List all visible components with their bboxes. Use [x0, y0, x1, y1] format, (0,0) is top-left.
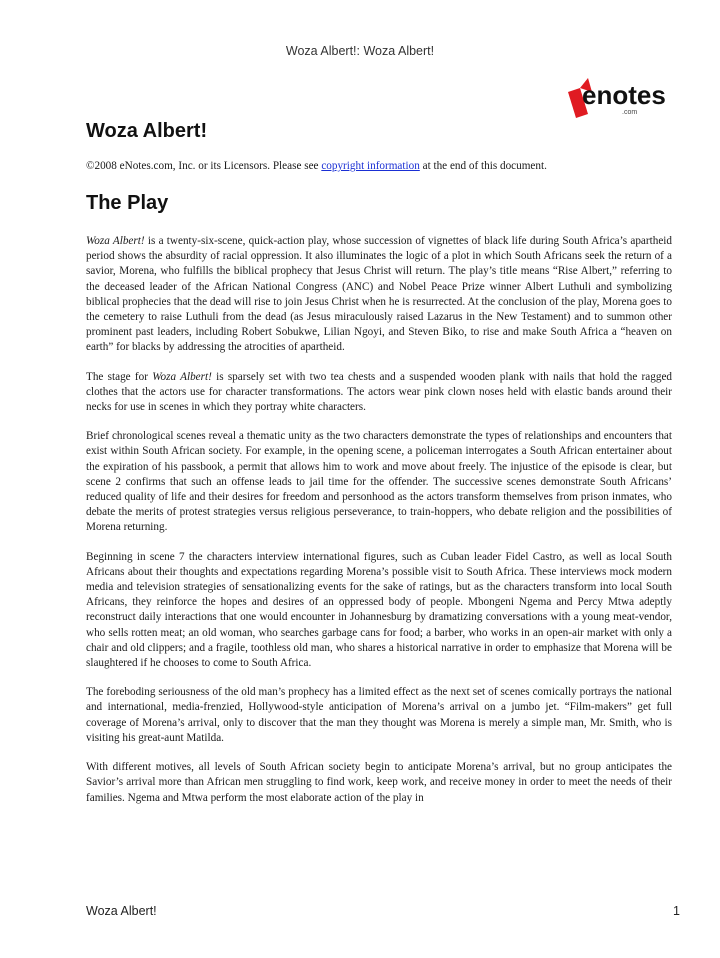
enotes-logo — [566, 74, 678, 124]
page-number: 1 — [673, 904, 680, 918]
paragraph-2: The stage for Woza Albert! is sparsely set with two tea chests and a suspended wooden plank with nails that hold the ragged clothes that the actors use for character transformations. The actors wear pink clown noses held with elastic bands around their necks for use in scenes in which they portray white characters. — [86, 370, 672, 414]
footer-title: Woza Albert! — [86, 904, 157, 918]
copyright-information-link[interactable]: copyright information — [321, 160, 420, 172]
logo-brand-text: enotes — [582, 80, 666, 110]
section-title: The Play — [86, 192, 169, 214]
paragraph-4: Beginning in scene 7 the characters interview international figures, such as Cuban leader Fidel Castro, as well as local South Africans about their thoughts and expectations regarding Morena’s possible visit to South Africa. These interviews mock modern media and television strategies of sensationalizing events for the sake of ratings, but as the characters transform into local South Africans, they reinforce the hopes and desires of an oppressed body of people. Mbongeni Ngema and Percy Mtwa adeptly reconstruct daily interactions that one would encounter in Johannesburg by dramatizing conversations with a young meat-vendor, who sells rotten meat; an old woman, who searches garbage cans for food; a barber, who works in an open-air market with only a chair and old clippers; and a fragile, toothless old man, who shares a historical narrative in order to emphasize that Morena will be slaughtered if he chooses to come to South Africa. — [86, 550, 672, 670]
copyright-text: ©2008 eNotes.com, Inc. or its Licensors. Please see — [86, 160, 322, 172]
running-footer — [86, 904, 680, 918]
logo-sub-text: .com — [622, 109, 638, 116]
play-title-italic: Woza Albert! — [86, 235, 145, 247]
copyright-text-end: at the end of this document. — [419, 160, 547, 172]
paragraph-1: Woza Albert! is a twenty-six-scene, quick-action play, whose succession of vignettes of black life during South Africa’s apartheid period shows the absurdity of racial oppression. It also illuminates the logic of a plot in which South Africans seek the return of a savior, Morena, who fulfills the biblical prophecy that Jesus Christ will return. The play’s title means “Rise Albert,” referring to the deceased leader of the African National Congress (ANC) and Nobel Peace Prize winner Albert Luthuli and symbolizing biblical prophecies that the dead will rise to join Jesus Christ when he is resurrected. At the conclusion of the play, Morena goes to the cemetery to raise Luthuli from the dead (as Jesus miraculously raised Lazarus in the New Testament) and to summon other prominent past leaders, including Robert Sobukwe, Lilian Ngoyi, and Steven Biko, to rise and make South Africa a “heaven on earth” for blacks by addressing the atrocities of apartheid. — [86, 235, 672, 354]
paragraph-5: The foreboding seriousness of the old man’s prophecy has a limited effect as the next set of scenes comically portrays the national and international, media-frenzied, Hollywood-style anticipation of Morena’s arrival on a jumbo jet. “Film-makers” get full coverage of Morena’s arrival, only to discover that the man they thought was Morena is merely a simple man, Mr. Smith, who is visiting his great-aunt Matilda. — [86, 686, 672, 744]
paragraph-6: With different motives, all levels of South African society begin to anticipate Morena’s arrival, but no group anticipates the Savior’s arrival more than African men struggling to find work, keep work, and receive money in order to meet the needs of their families. Ngema and Mtwa perform the most elaborate action of the play in — [86, 761, 672, 804]
paragraph-3: Brief chronological scenes reveal a thematic unity as the two characters demonstrate the types of relationships and encounters that exist within South African society. For example, in the opening scene, a policeman interrogates a South African entertainer about the expiration of his passbook, a permit that allows him to work and move about freely. The injustice of the episode is clear, but scene 2 confirms that such an offense leads to jail time for the offender. The successive scenes demonstrate South Africans’ reduced quality of life and their desires for freedom and personhood as the actors transform themselves from prison inmates, who debate the merits of protest strategies versus religious perseverance, to train-hoppers, who debate religion and the possibilities of Morena returning. — [86, 430, 672, 534]
copyright-notice — [86, 159, 646, 173]
body-text — [86, 234, 672, 820]
play-title-italic: Woza Albert! — [152, 370, 212, 383]
running-header: Woza Albert!: Woza Albert! — [285, 44, 435, 58]
document-title: Woza Albert! — [86, 120, 208, 142]
